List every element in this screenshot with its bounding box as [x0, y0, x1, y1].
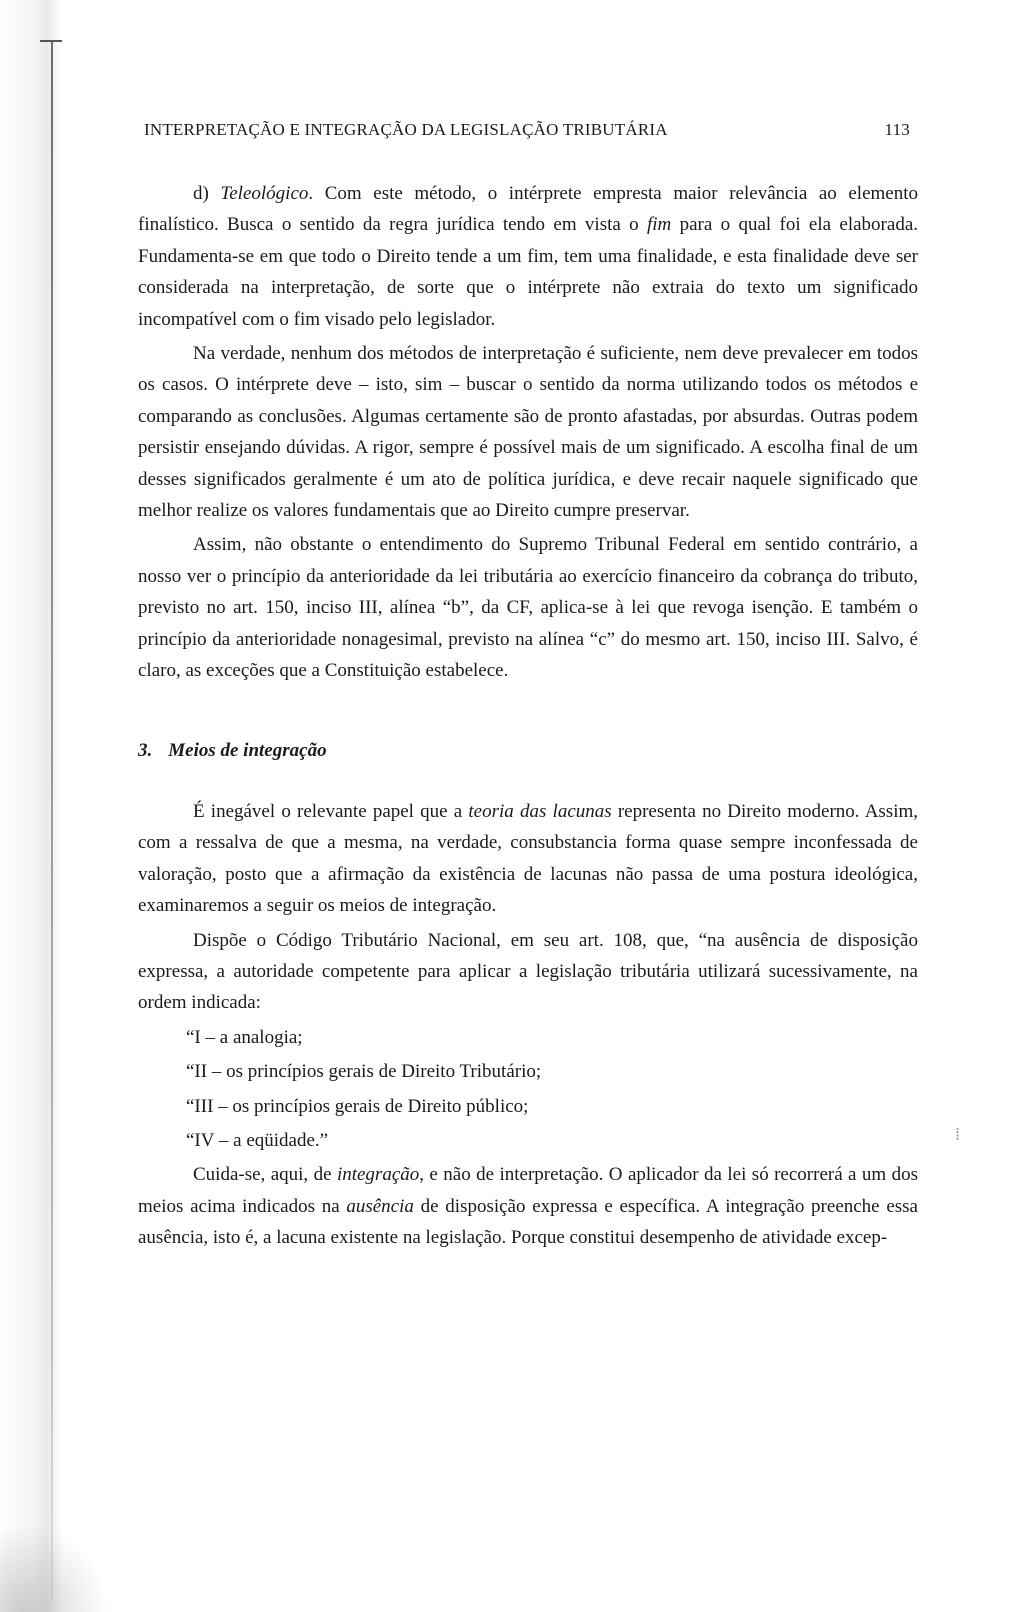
paragraph-text: de disposição expressa e específica. A integração preenche essa ausência, isto é, a lacuna existente na legislação. Porque constitui desempenho de atividade excep- [138, 1195, 918, 1249]
running-header [144, 120, 910, 144]
section-number: 3. [138, 739, 153, 761]
emphasis-ausencia: ausência [346, 1195, 414, 1217]
emphasis-integracao: integração [336, 1164, 420, 1186]
running-header-title: INTERPRETAÇÃO E INTEGRAÇÃO DA LEGISLAÇÃO TRIBUTÁRIA [144, 120, 668, 139]
paragraph-text: , e não de interpretação. O aplicador da lei só recorrerá a um dos meios acima indicados na [138, 1164, 918, 1217]
paragraph-integracao [138, 1159, 918, 1253]
list-item: “IV – a eqüidade.” [186, 1129, 329, 1151]
paragraph-text: . Com este método, o intérprete empresta maior relevância ao elemento finalístico. Busca o sentido da regra jurídica tendo em vista o [138, 183, 919, 236]
paragraph-assim: Assim, não obstante o entendimento do Supremo Tribunal Federal em sentido contrário, a nosso ver o princípio da anterioridade da lei tributária ao exercício financeiro da cobrança do tributo, previsto no art. 150, inciso III, alínea “b”, da CF, aplica-se à lei que revoga isenção. E também o princípio da anterioridade nonagesimal, previsto na alínea “c” do mesmo art. 150, inciso III. Salvo, é claro, as exceções que a Constituição estabelece. [138, 534, 918, 682]
page-body [138, 178, 918, 1254]
paragraph-ctn-art-108: Dispõe o Código Tributário Nacional, em seu art. 108, que, “na ausência de disposição expressa, a autoridade competente para aplicar a legislação tributária utilizará sucessivamente, na ordem indicada: [138, 929, 918, 1014]
paragraph-na-verdade: Na verdade, nenhum dos métodos de interpretação é suficiente, nem deve prevalecer em todos os casos. O intérprete deve – isto, sim – buscar o sentido da norma utilizando todos os métodos e comparando as conclusões. Algumas certamente são de pronto afastadas, por absurdas. Outras podem persistir ensejando dúvidas. A rigor, sempre é possível mais de um significado. A escolha final de um desses significados geralmente é um ato de política jurídica, e deve recair naquele significado que melhor realize os valores fundamentais que ao Direito cumpre preservar. [138, 343, 918, 522]
page-number: 113 [884, 120, 910, 139]
scan-noise-mark: ⁞ [955, 1124, 961, 1144]
paragraph-text: representa no Direito moderno. Assim, com a ressalva de que a mesma, na verdade, consubstancia forma quase sempre inconfessada de valoração, posto que a afirmação da existência de lacunas não passa de uma postura ideológica, examinaremos a seguir os meios de integração. [138, 800, 919, 917]
paragraph-lead: d) [193, 183, 221, 204]
paragraph-lacunas [138, 796, 918, 922]
list-item: “II – os princípios gerais de Direito Tributário; [186, 1061, 542, 1083]
section-heading [138, 735, 918, 766]
paragraph-text: para o qual foi ela elaborada. Fundamenta-se em que todo o Direito tende a um fim, tem uma finalidade, e esta finalidade deve ser considerada na interpretação, de sorte que o intérprete não extraia do texto um significado incompatível com o fim visado pelo legislador. [138, 214, 918, 330]
paragraph-text: Cuida-se, aqui, de [193, 1164, 337, 1186]
list-item: “III – os princípios gerais de Direito público; [186, 1095, 529, 1117]
page-binding-tick [40, 40, 62, 42]
page-binding-line [51, 40, 53, 1600]
scan-corner-shadow [0, 1522, 110, 1612]
paragraph-text: É inegável o relevante papel que a [193, 800, 469, 822]
term-teleologico: Teleológico [220, 183, 309, 204]
list-item: “I – a analogia; [186, 1026, 303, 1048]
emphasis-fim: fim [646, 214, 672, 236]
paragraph-teleologico [138, 178, 918, 335]
emphasis-teoria-das-lacunas: teoria das lacunas [468, 800, 612, 822]
section-title: Meios de integração [168, 739, 327, 761]
